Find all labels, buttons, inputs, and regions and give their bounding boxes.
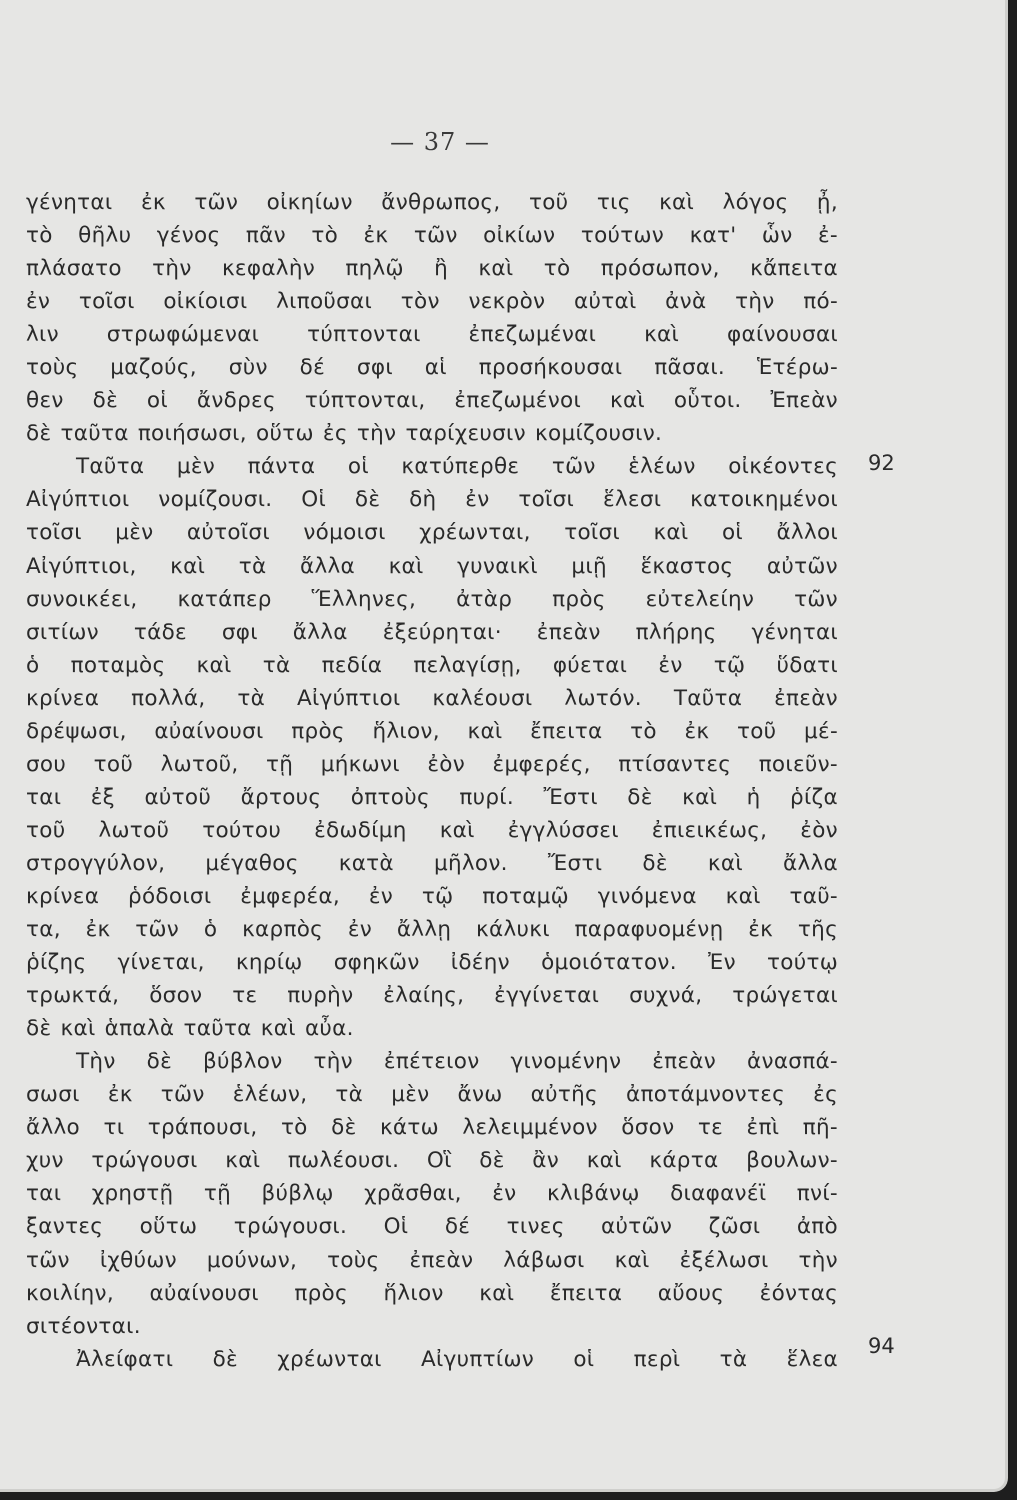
text-line: γένηται ἐκ τῶν οἰκηίων ἄνθρωπος, τοῦ τις καὶ λόγος ᾖ, xyxy=(26,190,838,215)
text-line: χυν τρώγουσι καὶ πωλέουσι. Οἳ δὲ ἂν καὶ κάρτα βουλων- xyxy=(26,1148,838,1174)
text-line: ἄλλο τι τράπουσι, τὸ δὲ κάτω λελειμμένον ὅσον τε ἐπὶ πῆ- xyxy=(26,1115,838,1141)
text-line: σιτίων τάδε σφι ἄλλα ἐξεύρηται· ἐπεὰν πλήρης γένηται xyxy=(26,619,838,645)
text-line: πλάσατο τὴν κεφαλὴν πηλῷ ἢ καὶ τὸ πρόσωπον, κἄπειτα xyxy=(26,256,838,282)
text-line: λιν στρωφώμεναι τύπτονται ἐπεζωμέναι καὶ φαίνουσαι xyxy=(26,322,838,348)
text-line: ὁ ποταμὸς καὶ τὰ πεδία πελαγίσῃ, φύεται ἐν τῷ ὕδατι xyxy=(26,652,838,678)
text-line: ξαντες οὕτω τρώγουσι. Οἱ δέ τινες αὐτῶν ζῶσι ἀπὸ xyxy=(26,1214,838,1240)
text-line: συνοικέει, κατάπερ Ἕλληνες, ἀτὰρ πρὸς εὐτελείην τῶν xyxy=(26,586,838,612)
text-line: Αἰγύπτιοι νομίζουσι. Οἱ δὲ δὴ ἐν τοῖσι ἕλεσι κατοικημένοι xyxy=(26,487,838,513)
text-line: Αἰγύπτιοι, καὶ τὰ ἄλλα καὶ γυναικὶ μιῇ ἕκαστος αὐτῶν xyxy=(26,553,838,579)
text-line: κρίνεα ῥόδοισι ἐμφερέα, ἐν τῷ ποταμῷ γινόμενα καὶ ταῦ- xyxy=(26,883,838,909)
text-line: σωσι ἐκ τῶν ἑλέων, τὰ μὲν ἄνω αὐτῆς ἀποτάμνοντες ἐς xyxy=(26,1082,838,1108)
text-line: δὲ καὶ ἁπαλὰ ταῦτα καὶ αὖα. xyxy=(26,1016,354,1042)
body-text xyxy=(26,186,838,1376)
text-line: στρογγύλον, μέγαθος κατὰ μῆλον. Ἔστι δὲ καὶ ἄλλα xyxy=(26,850,838,876)
text-line: κοιλίην, αὐαίνουσι πρὸς ἥλιον καὶ ἔπειτα αὔους ἐόντας xyxy=(26,1280,838,1306)
text-line: Ταῦτα μὲν πάντα οἱ κατύπερθε τῶν ἑλέων οἰκέοντες xyxy=(76,454,838,480)
text-line: κρίνεα πολλά, τὰ Αἰγύπτιοι καλέουσι λωτόν. Ταῦτα ἐπεὰν xyxy=(26,685,838,711)
text-line: σιτέονται. xyxy=(26,1313,141,1339)
text-line: δρέψωσι, αὐαίνουσι πρὸς ἥλιον, καὶ ἔπειτα τὸ ἐκ τοῦ μέ- xyxy=(26,718,838,744)
text-line: ται ἐξ αὐτοῦ ἄρτους ὀπτοὺς πυρί. Ἔστι δὲ καὶ ἡ ῥίζα xyxy=(26,784,838,810)
page-number: — 37 — xyxy=(390,128,490,156)
text-line: τοὺς μαζούς, σὺν δέ σφι αἱ προσήκουσαι πᾶσαι. Ἑτέρω- xyxy=(26,355,838,381)
text-line: ἐν τοῖσι οἰκίοισι λιποῦσαι τὸν νεκρὸν αὐταὶ ἀνὰ τὴν πό- xyxy=(26,289,838,315)
text-line: τὸ θῆλυ γένος πᾶν τὸ ἐκ τῶν οἰκίων τούτων κατ' ὧν ἐ- xyxy=(26,223,838,249)
text-line: τα, ἐκ τῶν ὁ καρπὸς ἐν ἄλλῃ κάλυκι παραφυομένῃ ἐκ τῆς xyxy=(26,917,838,943)
margin-section-number: 94 xyxy=(868,1334,895,1358)
text-line: Τὴν δὲ βύβλον τὴν ἐπέτειον γινομένην ἐπεὰν ἀνασπά- xyxy=(76,1049,838,1075)
text-line: δὲ ταῦτα ποιήσωσι, οὕτω ἐς τὴν ταρίχευσιν κομίζουσιν. xyxy=(26,421,663,447)
text-line: σου τοῦ λωτοῦ, τῇ μήκωνι ἐὸν ἐμφερές, πτίσαντες ποιεῦν- xyxy=(26,751,838,777)
text-line: ται χρηστῇ τῇ βύβλῳ χρᾶσθαι, ἐν κλιβάνῳ διαφανέϊ πνί- xyxy=(26,1181,838,1207)
text-line: Ἀλείφατι δὲ χρέωνται Αἰγυπτίων οἱ περὶ τὰ ἕλεα xyxy=(76,1346,838,1372)
text-line: τρωκτά, ὅσον τε πυρὴν ἐλαίης, ἐγγίνεται συχνά, τρώγεται xyxy=(26,983,838,1009)
text-line: ῥίζης γίνεται, κηρίῳ σφηκῶν ἰδέην ὁμοιότατον. Ἐν τούτῳ xyxy=(26,950,838,976)
text-line: τοῦ λωτοῦ τούτου ἐδωδίμη καὶ ἐγγλύσσει ἐπιεικέως, ἐὸν xyxy=(26,817,838,843)
margin-section-number: 92 xyxy=(868,451,895,475)
text-line: θεν δὲ οἱ ἄνδρες τύπτονται, ἐπεζωμένοι καὶ οὗτοι. Ἐπεὰν xyxy=(26,388,838,414)
text-line: τῶν ἰχθύων μούνων, τοὺς ἐπεὰν λάβωσι καὶ ἐξέλωσι τὴν xyxy=(26,1247,838,1273)
text-line: τοῖσι μὲν αὐτοῖσι νόμοισι χρέωνται, τοῖσι καὶ οἱ ἄλλοι xyxy=(26,520,838,546)
